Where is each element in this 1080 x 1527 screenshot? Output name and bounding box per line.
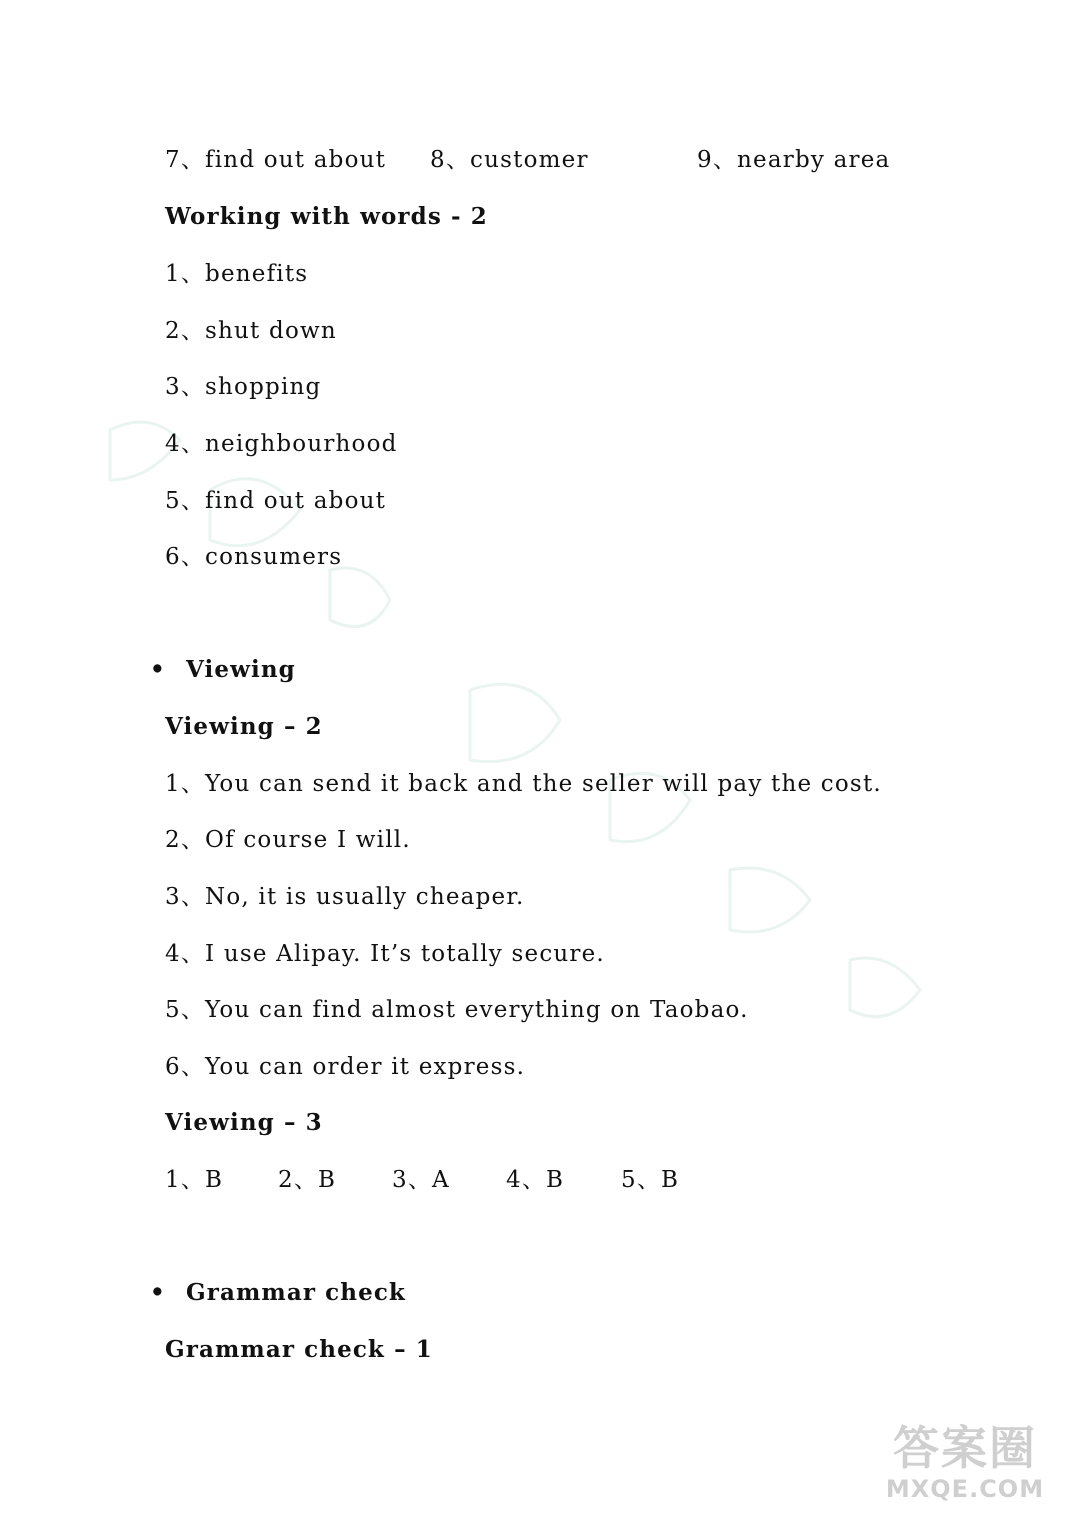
- section-grammar-check: [150, 1279, 406, 1307]
- wwords-item-4: 4、neighbourhood: [165, 431, 398, 457]
- bullet-icon: •: [150, 656, 166, 683]
- viewing3-answer-4: 4、B: [506, 1167, 565, 1193]
- logo-title: 答案圈: [893, 1421, 1037, 1475]
- heading-viewing-3: Viewing – 3: [165, 1109, 323, 1136]
- wwords-item-3: 3、shopping: [165, 374, 322, 400]
- viewing2-item-2: 2、Of course I will.: [165, 827, 411, 853]
- viewing2-item-1: 1、You can send it back and the seller will pay the cost.: [165, 771, 882, 797]
- section-viewing: [150, 656, 296, 684]
- site-logo: [870, 1422, 1060, 1517]
- viewing2-item-5: 5、You can find almost everything on Taobao.: [165, 997, 749, 1023]
- logo-domain: MXQE.COM: [885, 1475, 1045, 1503]
- section-title-viewing: Viewing: [186, 656, 296, 683]
- viewing2-item-3: 3、No, it is usually cheaper.: [165, 884, 525, 910]
- heading-viewing-2: Viewing – 2: [165, 713, 323, 740]
- viewing3-answer-3: 3、A: [392, 1167, 450, 1193]
- answer-item-7: 7、find out about: [165, 147, 387, 173]
- answer-item-9: 9、nearby area: [697, 147, 891, 173]
- wwords-item-6: 6、consumers: [165, 544, 343, 570]
- answer-item-8: 8、customer: [430, 147, 589, 173]
- heading-grammar-check-1: Grammar check – 1: [165, 1336, 433, 1363]
- viewing3-answer-2: 2、B: [278, 1167, 337, 1193]
- wwords-item-5: 5、find out about: [165, 488, 387, 514]
- wwords-item-1: 1、benefits: [165, 261, 309, 287]
- viewing2-item-6: 6、You can order it express.: [165, 1054, 526, 1080]
- bullet-icon: •: [150, 1279, 166, 1306]
- heading-working-with-words-2: Working with words - 2: [165, 203, 488, 230]
- wwords-item-2: 2、shut down: [165, 318, 337, 344]
- viewing3-answer-1: 1、B: [165, 1167, 224, 1193]
- viewing3-answer-5: 5、B: [621, 1167, 680, 1193]
- section-title-grammar-check: Grammar check: [186, 1279, 406, 1306]
- viewing2-item-4: 4、I use Alipay. It’s totally secure.: [165, 941, 605, 967]
